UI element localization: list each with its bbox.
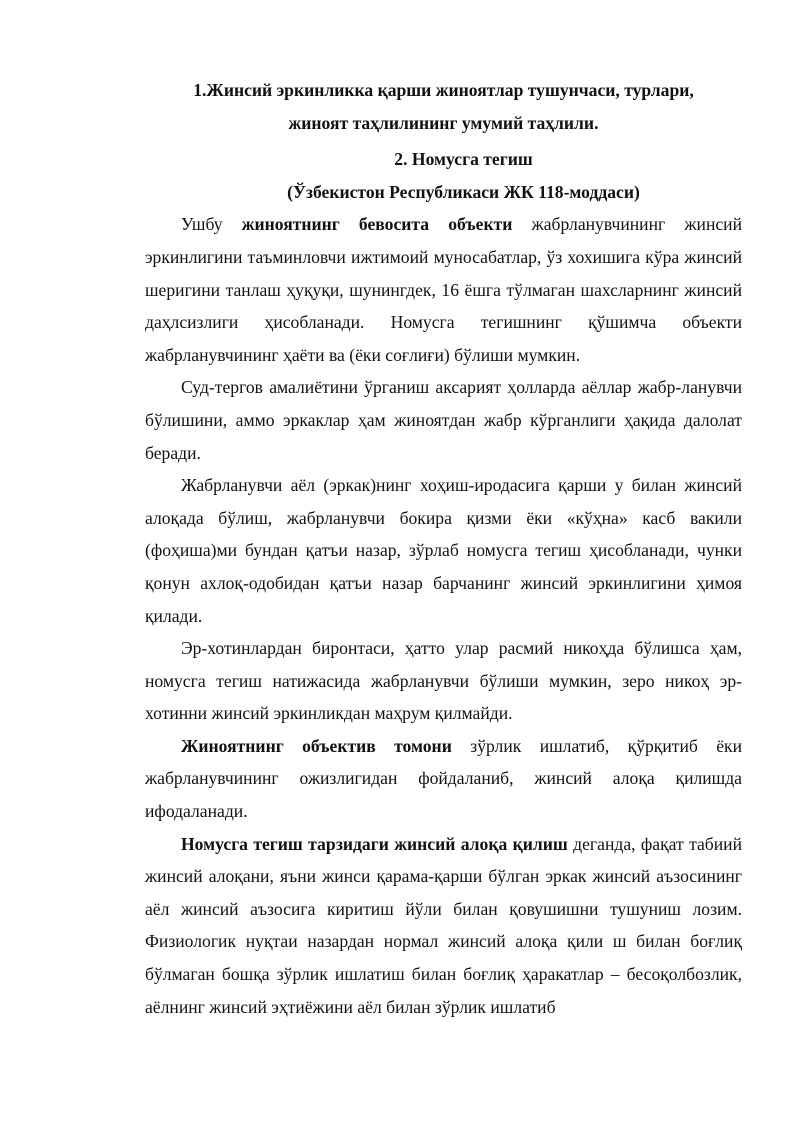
document-title-line-1: 1.Жинсий эркинликка қарши жиноятлар тушунчаси, турлари, xyxy=(193,80,694,100)
paragraph-definition-bold: Номусга тегиш тарзидаги жинсий алоқа қилиш xyxy=(181,833,568,854)
document-title-line-2: жиноят таҳлилининг умумий таҳлили. xyxy=(288,112,599,133)
paragraph-court-practice-text: Суд-тергов амалиётини ўрганиш аксарият ҳолларда аёллар жабр-ланувчи бўлишини, аммо эркаклар ҳам жиноятдан жабр кўрганлиги ҳақида далолат беради. xyxy=(145,377,742,463)
paragraph-definition xyxy=(145,828,742,1024)
paragraph-object-bold: жиноятнинг бевосита объекти xyxy=(241,214,513,235)
paragraph-object xyxy=(145,208,742,371)
document-body xyxy=(145,74,742,1023)
paragraph-definition-text: деганда, фақат табиий жинсий алоқани, яъни жинси қарама-қарши бўлган эркак жинсий аъзосининг аёл жинсий аъзосига киритиш йўли билан қовушишни тушуниш лозим. Физиологик нуқтаи назардан нормал жинсий алоқа қили ш билан боғлиқ бўлмаган бошқа зўрлик ишлатиш билан боғлиқ ҳаракатлар – бесоқолбозлик, аёлнинг жинсий эҳтиёжини аёл билан зўрлик ишлатиб xyxy=(145,833,742,1017)
paragraph-court-practice xyxy=(145,371,742,469)
paragraph-object-text: жабрланувчининг жинсий эркинлигини таъминловчи ижтимоий муносабатлар, ўз хохишига кўра жинсий шеригини танлаш ҳуқуқи, шунингдек, 16 ёшга тўлмаган шахсларнинг жинсий даҳлсизлиги ҳисобланади. Номусга тегишнинг қўшимча объекти жабрланувчининг ҳаёти ва (ёки соғлиғи) бўлиши мумкин. xyxy=(145,214,742,365)
paragraph-objective-side-text: зўрлик ишлатиб, қўрқитиб ёки жабрланувчининг ожизлигидан фойдаланиб, жинсий алоқа қилишда ифодаланади. xyxy=(145,735,742,822)
paragraph-object-lead: Ушбу xyxy=(181,214,242,235)
section-subtitle: (Ўзбекистон Республикаси ЖК 118-моддаси) xyxy=(287,181,640,202)
section-title: 2. Номусга тегиш xyxy=(394,149,533,170)
paragraph-victim-will-text: Жабрланувчи аёл (эркак)нинг хоҳиш-иродасига қарши у билан жинсий алоқада бўлиш, жабрланувчи бокира қизми ёки «кўҳна» касб вакили (фоҳиша)ми бундан қатъи назар, зўрлаб номусга тегиш ҳисобланади, чунки қонун ахлоқ-одобидан қатъи назар барчанинг жинсий эркинлигини ҳимоя қилади. xyxy=(145,475,742,626)
paragraph-spouses-text: Эр-хотинлардан биронтаси, ҳатто улар расмий никоҳда бўлишса ҳам, номусга тегиш натижасида жабрланувчи бўлиши мумкин, зеро никоҳ эр-хотинни жинсий эркинликдан маҳрум қилмайди. xyxy=(145,638,742,724)
paragraph-spouses xyxy=(145,632,742,730)
paragraph-victim-will xyxy=(145,469,742,632)
paragraph-objective-side xyxy=(145,730,742,828)
paragraph-objective-side-bold: Жиноятнинг объектив томони xyxy=(181,735,452,756)
